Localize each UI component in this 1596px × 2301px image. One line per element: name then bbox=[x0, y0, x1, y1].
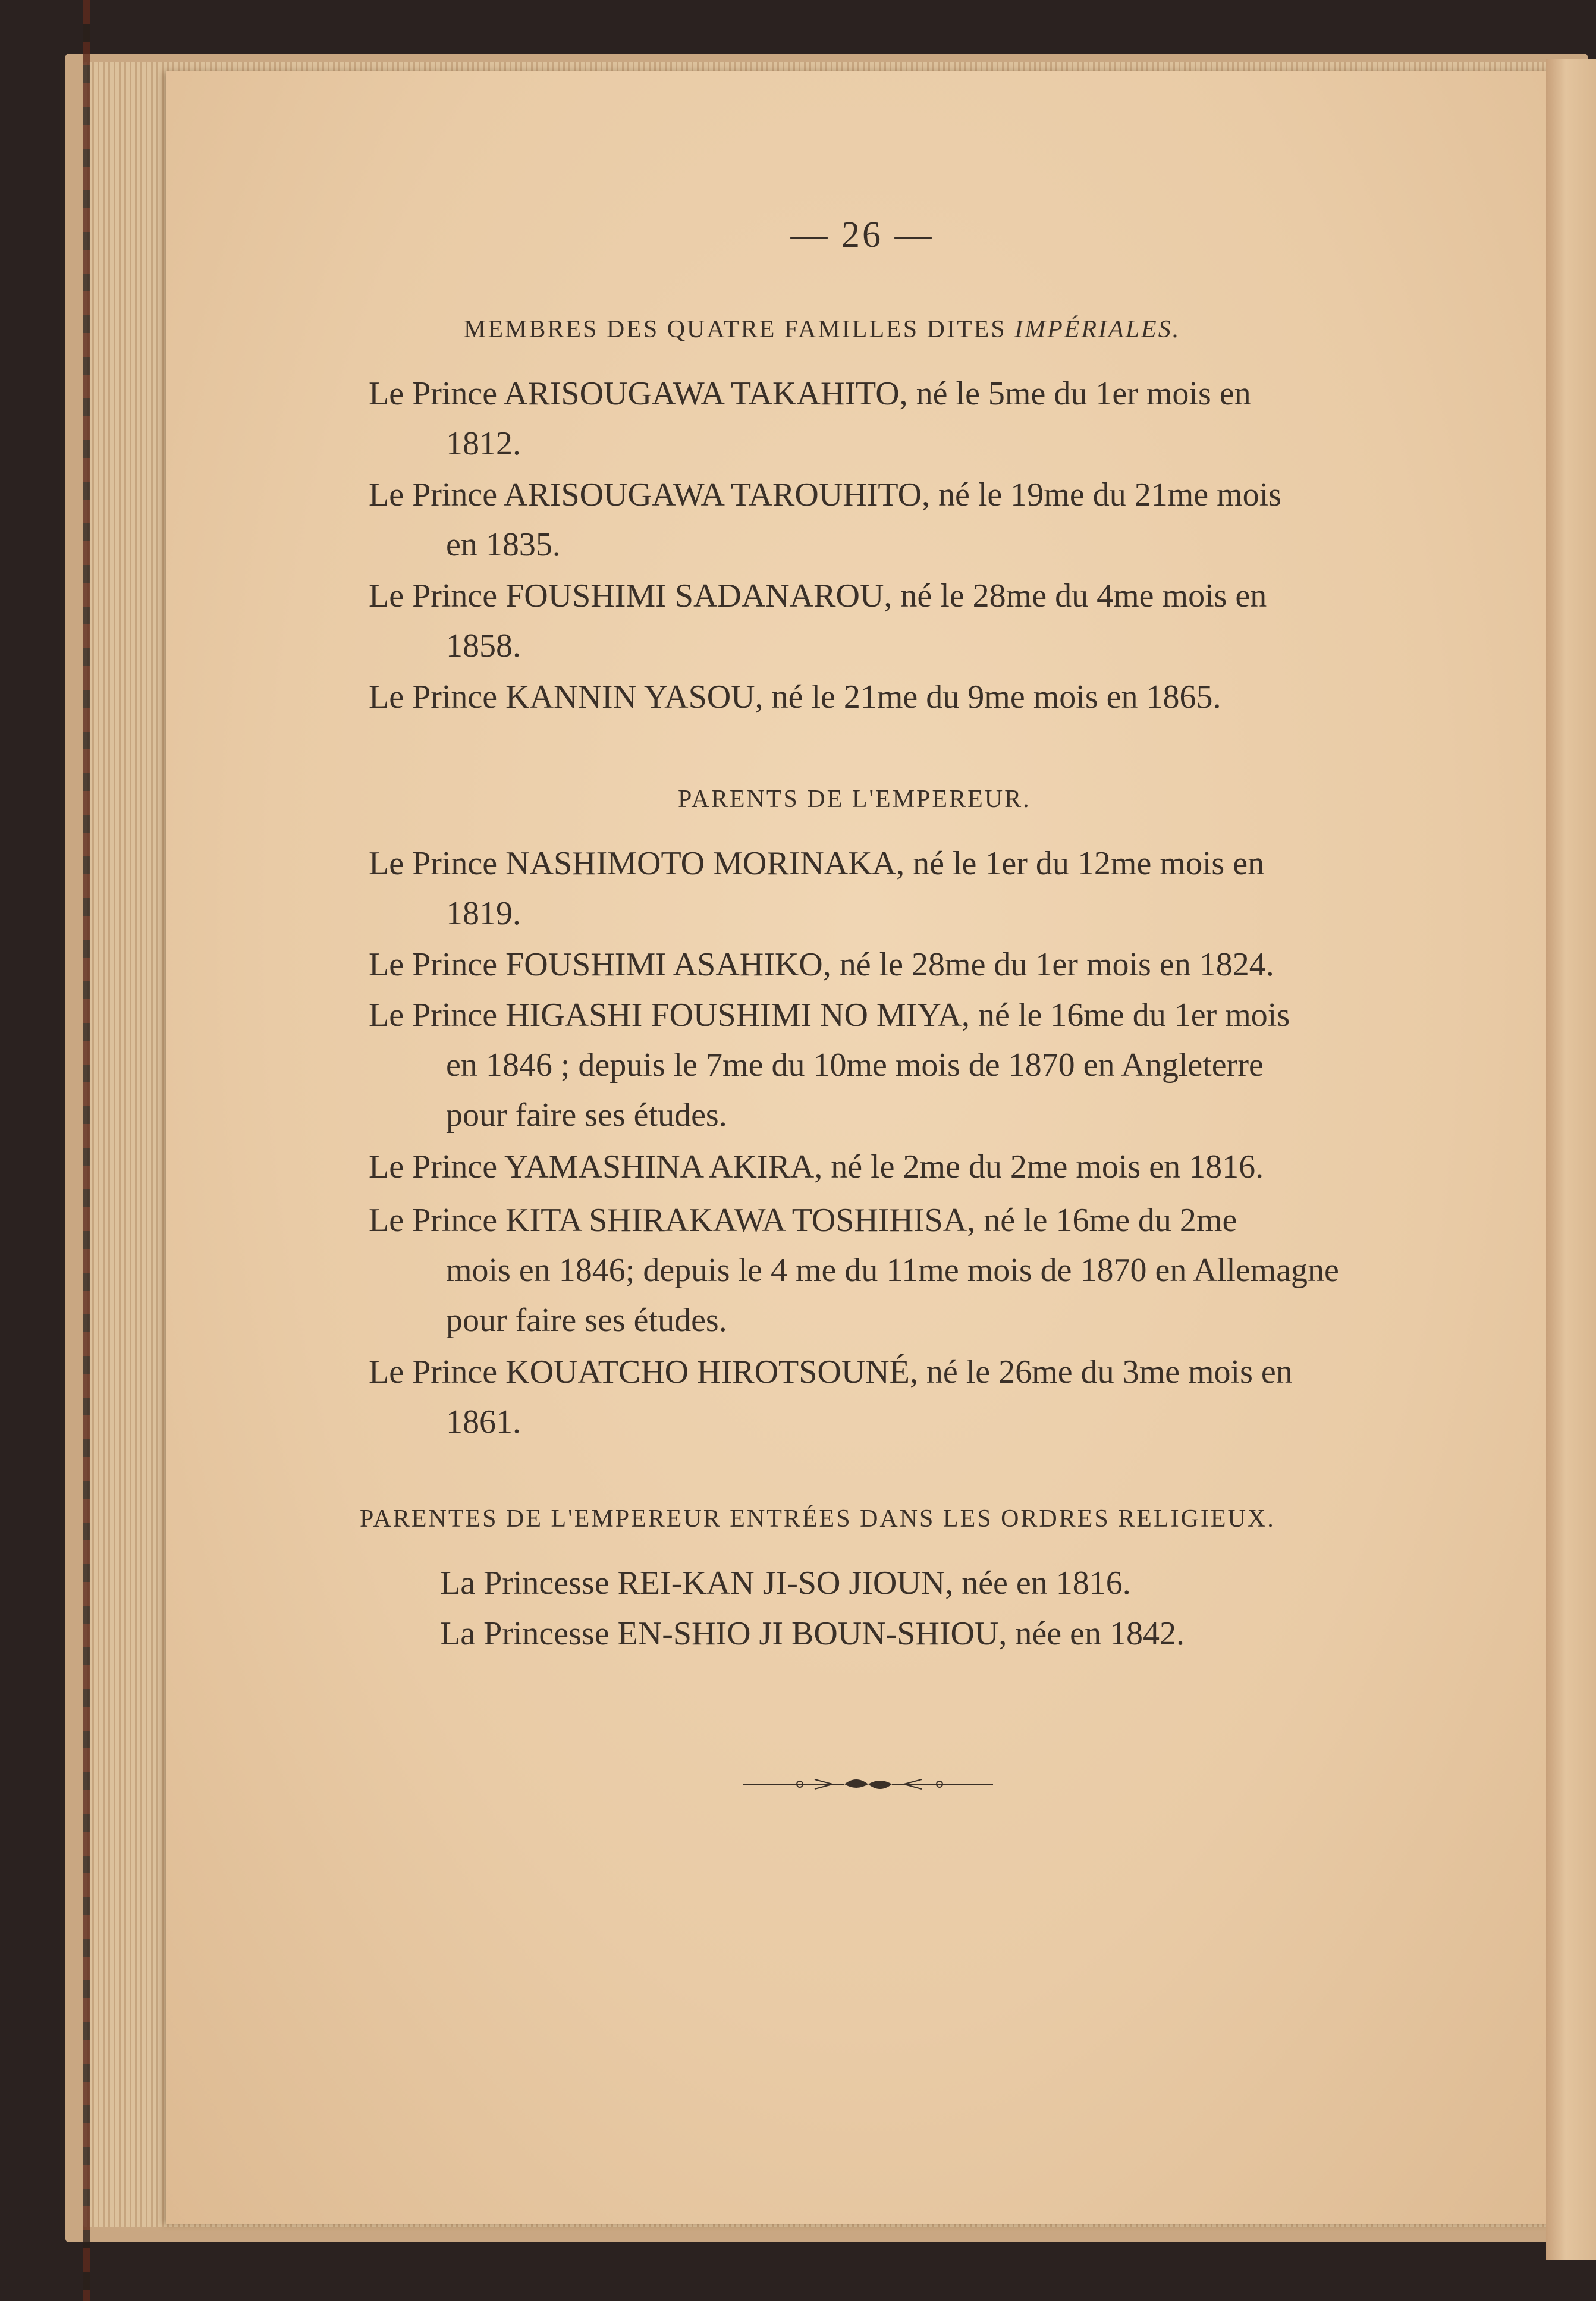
entry-line: mois en 1846; depuis le 4 me du 11me mois de 1870 en Allemagne bbox=[446, 1252, 1339, 1289]
entry-line: en 1846 ; depuis le 7me du 10me mois de 1870 en Angleterre bbox=[446, 1047, 1264, 1084]
entry-line: Le Prince YAMASHINA AKIRA, né le 2me du 2me mois en 1816. bbox=[369, 1148, 1264, 1185]
religious-entry: La Princesse REI-KAN JI-SO JIOUN, née en 1816. bbox=[440, 1565, 1131, 1602]
entry-line: pour faire ses études. bbox=[446, 1302, 727, 1339]
entry-line: en 1835. bbox=[446, 526, 561, 563]
religious-entry: La Princesse EN-SHIO JI BOUN-SHIOU, née en 1842. bbox=[440, 1615, 1185, 1652]
ornament-divider-icon bbox=[743, 1772, 993, 1796]
entry-line: Le Prince FOUSHIMI SADANAROU, né le 28me du 4me mois en bbox=[369, 577, 1267, 614]
entry-line: Le Prince KANNIN YASOU, né le 21me du 9me mois en 1865. bbox=[369, 679, 1221, 715]
parent-entry bbox=[369, 1195, 1391, 1345]
entry-line: Le Prince KITA SHIRAKAWA TOSHIHISA, né le 16me du 2me bbox=[369, 1202, 1237, 1239]
parent-entry bbox=[369, 940, 1391, 990]
section-title-religious: PARENTES DE L'EMPEREUR ENTRÉES DANS LES ORDRES RELIGIEUX. bbox=[360, 1505, 1275, 1533]
entry-line: 1819. bbox=[446, 895, 521, 932]
entry-line: Le Prince HIGASHI FOUSHIMI NO MIYA, né le 16me du 1er mois bbox=[369, 997, 1290, 1034]
section-title-imperial bbox=[464, 315, 1180, 344]
page-number: — 26 — bbox=[790, 215, 934, 255]
parent-entry bbox=[369, 990, 1391, 1140]
entry-line: Le Prince ARISOUGAWA TAROUHITO, né le 19me du 21me mois bbox=[369, 476, 1282, 513]
section-title-parents: PARENTS DE L'EMPEREUR. bbox=[678, 786, 1031, 813]
imperial-entry bbox=[369, 369, 1391, 469]
entry-line: Le Prince FOUSHIMI ASAHIKO, né le 28me du 1er mois en 1824. bbox=[369, 946, 1274, 983]
spine-stitching bbox=[83, 0, 90, 2301]
imperial-entry bbox=[369, 672, 1391, 722]
imperial-entry bbox=[369, 571, 1391, 671]
entry-line: Le Prince KOUATCHO HIROTSOUNÉ, né le 26me du 3me mois en bbox=[369, 1354, 1293, 1390]
section-title-imperial-text: MEMBRES DES QUATRE FAMILLES DITES bbox=[464, 316, 1007, 343]
parent-entry bbox=[369, 1347, 1391, 1447]
imperial-entry bbox=[369, 470, 1391, 570]
entry-line: Le Prince NASHIMOTO MORINAKA, né le 1er du 12me mois en bbox=[369, 845, 1265, 882]
parent-entry bbox=[369, 839, 1391, 938]
parent-entry bbox=[369, 1142, 1391, 1192]
gutter bbox=[1546, 59, 1596, 2260]
entry-line: 1861. bbox=[446, 1404, 521, 1440]
entry-line: pour faire ses études. bbox=[446, 1097, 727, 1134]
section-title-imperial-italic: IMPÉRIALES. bbox=[1014, 316, 1181, 343]
entry-line: Le Prince ARISOUGAWA TAKAHITO, né le 5me du 1er mois en bbox=[369, 375, 1251, 412]
entry-line: 1858. bbox=[446, 627, 521, 664]
entry-line: 1812. bbox=[446, 425, 521, 462]
